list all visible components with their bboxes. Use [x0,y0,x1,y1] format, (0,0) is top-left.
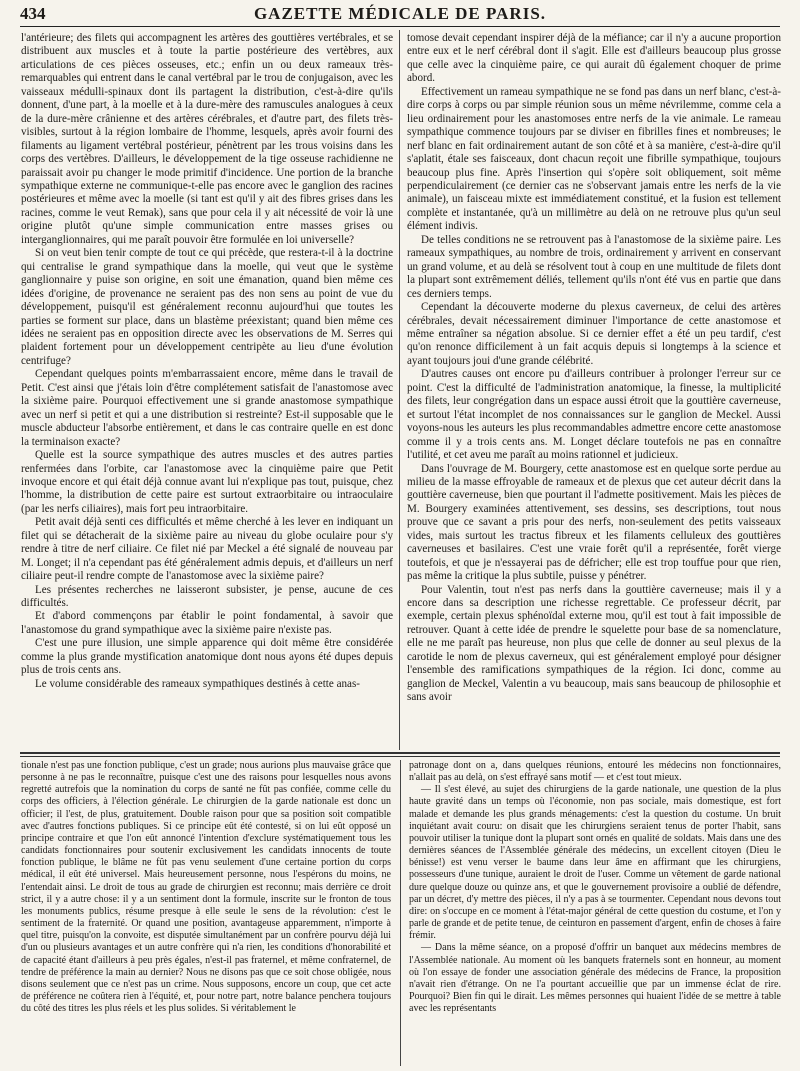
paragraph: tionale n'est pas une fonction publique, c'est un grade; nous aurions plus mauvaise grâce que personne à ne pas le reconnaître, puisque c'est une des raisons pour lesquelles nous avons regretté autrefois que la nomination du corps de santé ne fût pas confiée, comme celle du corps des officiers, à l'élection générale. Le chirurgien de la garde nationale est donc un officier; il l'est, de plus, gratuitement. Double raison pour que sa position soit compatible avec d'autres fonctions publiques. Si ce principe eût été contesté, si on lui eût opposé un principe contraire et que l'on eût annoncé l'intention d'exclure systématiquement tous les candidats fonctionnaires pour soutenir exclusivement les candidats innocents de toute fonction publique, le blâme ne fût pas venu seulement d'une certaine portion du corps médical, il eût été universel. Mais heureusement personne, nous l'espérons du moins, ne l'entendait ainsi. Le droit de tous au grade de chirurgien est reconnu; mais derrière ce droit strict, il y a autre chose: il y a un sentiment dont la formule, inscrite sur le fronton de tous les monuments publics, résume presque à elle seule le sens de la révolution: c'est le sentiment de la fraternité. Or quand une position, avantageuse apparemment, n'importe à quel titre, puisqu'on la convoite, est disputée simultanément par un confrère pourvu déjà lui d'un ou plusieurs avantages et un autre confrère qui n'a rien, les conditions d'honorabilité et de capacité étant d'ailleurs à peu près égales, n'est-il pas fraternel, et même confraternel, de tendre de préférence la main au dernier? Nous ne disons pas que ce soit chose obligée, nous disons seulement que ce n'est pas un crime. Nous supposons, encore un coup, que cet acte de préférence ne coûtera rien à l'équité, et, pour notre part, notre balance penchera toujours du côté des titres les plus réels et les plus solides. Si véritablement le [21,760,391,1015]
journal-title: GAZETTE MÉDICALE DE PARIS. [253,4,547,23]
paragraph: tomose devait cependant inspirer déjà de la méfiance; car il n'y a aucune proportion entre eux et le nerf cérébral dont il s'agit. Elle est d'ailleurs beaucoup plus grosse que celle avec la cinquième paire, ce qui aurait dû également choquer de prime abord. [407,32,781,85]
feuilleton-left-column [21,760,391,1066]
paragraph: Le volume considérable des rameaux sympathiques destinés à cette anas- [35,677,360,690]
paragraph: Effectivement un rameau sympathique ne se fond pas dans un nerf blanc, c'est-à-dire corps à corps ou par simple réunion sous un même névrilemme, comme cela a lieu ordinairement pour les anastomoses entre nerfs de la vie animale. Le rameau sympathique commence toujours par se diviser en fibrilles fines et nombreuses; le nerf blanc en fait ordinairement autant de son côté et à sa manière, c'est-à-dire qu'il s'aplatit, étale ses faisceaux, dont chacun reçoit une fibrille sympathique, toujours beaucoup plus fine. Après l'insertion qui s'opère soit obliquement, soit même perpendiculairement (ce dernier cas ne s'observant jamais entre les nerfs de la vie animale), un faisceau mixte est immédiatement constitué, et la fusion est tellement complète et instantanée, qu'à un millimètre au delà on ne retrouve plus qu'un seul élément indivis. [407,85,781,233]
paragraph: Les présentes recherches ne laisseront subsister, je pense, aucune de ces difficultés. [21,583,393,610]
paragraph: — Dans la même séance, on a proposé d'offrir un banquet aux médecins membres de l'Assemblée nationale. Au moment où les banquets fraternels sont en honneur, au moment où l'on essaye de fonder une association générale des médecins de France, la proposition n'avait rien d'étrange. On ne l'a pourtant accueillie que par un immense éclat de rire. Pourquoi? Bien fin qui le dirait. Les mêmes personnes qui huaient l'idée de se mettre à table avec les représentants [409,942,781,1015]
paragraph: Quelle est la source sympathique des autres muscles et des autres parties renfermées dans l'orbite, car l'anastomose avec la cinquième paire que Petit invoque encore et qui était déjà connue avant lui n'explique pas tout, puisque, chez l'homme, la distribution de cette paire est surtout extraorbitaire ou intraoculaire (par les nerfs ciliaires), mais fort peu intraorbitaire. [21,449,393,515]
paragraph: l'antérieure; des filets qui accompagnent les artères des gouttières vertébrales, et se distribuent aux muscles et à toute la partie postérieure des vertèbres, aux articulations de ces pièces osseuses, etc.; enfin un ou deux rameaux très-remarquables qui entrent dans le canal vertébral par le trou de conjugaison, avec les vaisseaux médulli-spinaux dont ils partagent la distribution, c'est-à-dire qu'ils donnent, d'une part, à la moelle et à la dure-mère des ramuscules analogues à ceux de la dure-mère crânienne et des artères cérébrales, et d'autre part, des filets très-visibles, surtout à la région lombaire de l'homme, lesquels, après avoir fourni des filaments au ligament vertébral postérieur, pénètrent par les trous voisins dans les corps des vertèbres. D'ailleurs, le développement de la tige osseuse rachidienne ne paraissait avoir pu changer le mode primitif d'incidence. Une portion de la branche sympathique externe ne communique-t-elle pas encore avec le ganglion des racines postérieures et même avec la moelle (si tant est qu'il y ait des fibres grises dans les racines, comme le veut Remak), sans que pour cela il y ait nécessité de voir là une origine plutôt qu'une simple communication entre masses grises ou interganglionnaires, qui me paraît pouvoir être formulée en loi universelle? [21,32,393,246]
paragraph: Dans l'ouvrage de M. Bourgery, cette anastomose est en quelque sorte perdue au milieu de la masse effroyable de rameaux et de plexus que cet auteur décrit dans la gouttière caverneuse, bien que pourtant il l'admette positivement. Mais les pièces de M. Bourgery examinées attentivement, ses dessins, ses descriptions, tout nous prouve que ce savant a pris pour des nerfs, non-seulement des petits vaisseaux vides, mais surtout les tractus fibreux et les filaments celluleux des gouttières caverneuses et basilaires. C'est une vraie forêt qu'il a représentée, forêt vierge toutefois, et que je n'essayerai pas de défricher; elle est trop touffue pour que rien, pas même la critique la plus subtile, puisse y pénétrer. [407,462,781,583]
feuilleton-separator-thin [20,756,780,757]
feuilleton-column-divider [400,760,401,1066]
feuilleton-separator [20,752,780,754]
page-header [20,4,780,27]
feuilleton-right-column [409,760,781,1066]
paragraph: Petit avait déjà senti ces difficultés et même cherché à les lever en indiquant un filet qui se détacherait de la sixième paire au niveau du globe oculaire pour s'y rendre à titre de nerf ciliaire. Ce filet nié par Meckel a été signalé de nouveau par M. Longet; il n'a cependant pas été généralement admis depuis, et d'ailleurs un nerf ciliaire peut-il rendre compte de l'anastomose avec la sixième paire? [21,516,393,583]
main-right-column [407,32,781,747]
paragraph: D'autres causes ont encore pu d'ailleurs contribuer à prolonger l'erreur sur ce point. C'est la difficulté de l'administration anatomique, la finesse, la multiplicité des filets, leur congrégation dans un espace aussi étroit que la gouttière caverneuse, et surtout l'état incomplet de nos connaissances sur le ganglion de Meckel. Aussi voyons-nous les auteurs les plus recommandables admettre encore cette anastomose comme il y a trois cents ans. M. Longet déclare toutefois ne pas en connaître l'utilité, et cet aveu me paraît au moins rationnel et judicieux. [407,368,781,462]
column-divider [399,30,400,750]
paragraph: Cependant la découverte moderne du plexus caverneux, de celui des artères cérébrales, devait nécessairement diminuer l'importance de cette anastomose et même entraîner sa négation absolue. Si ce dernier effet a été un peu tardif, c'est qu'on renonce difficilement à un fait acquis depuis si longtemps à la science et ayant toujours joui d'une grande célébrité. [407,301,781,367]
page-number: 434 [20,4,46,23]
paragraph: Si on veut bien tenir compte de tout ce qui précède, que restera-t-il à la doctrine qui centralise le grand sympathique dans la moelle, qui veut que le système ganglionnaire y puise son origine, en soit une émanation, quand bien même ces idées d'origine, de provenance ne seraient pas des non sens au point de vue du développement, puisqu'il est généralement reconnu aujourd'hui que toutes les parties se forment sur place, dans un blastème préexistant; quand bien même ces idées ne seraient pas en opposition directe avec les observations de M. Serres qui plaident fortement pour un développement centripète au lieu d'une évolution centrifuge? [21,247,393,367]
paragraph: — Il s'est élevé, au sujet des chirurgiens de la garde nationale, une question de la plus haute gravité dans un temps où l'économie, non pas sociale, mais domestique, est fort malade et demande les plus grands ménagements: c'est la question du costume. Un bruit inquiétant avait couru: on disait que les chirurgiens seraient tenus de porter l'habit, sans pouvoir utiliser la tunique dont la plupart sont ornés en qualité de soldats. Mais dans une des dernières séances de l'Assemblée générale des médecins, un excellent citoyen (Dieu le bénisse!) est venu verser le baume dans leur âme en affirmant que les chirurgiens, possesseurs d'une tunique, auraient le droit de l'user. Comme un vêtement de garde national dure quelque douze ou quinze ans, et que le gouvernement provisoire a oublié de défendre, par un décret, d'y mettre des pièces, il n'y a pas à se tourmenter. Cependant nous devons tout dire: on s'occupe en ce moment à l'état-major général de cette question du costume, et l'on y parle de grande et de petite tenue, de ceinturon en passement d'argent, enfin de choses à faire frémir. [409,784,781,942]
paragraph: C'est une pure illusion, une simple apparence qui doit même être considérée comme la plus grande mystification anatomique dont nous ayons été dupes depuis plus de trois cents ans. [21,637,393,677]
paragraph: Pour Valentin, tout n'est pas nerfs dans la gouttière caverneuse; mais il y a encore dans sa description une richesse regrettable. Ce professeur décrit, par exemple, certain plexus sphénoïdal externe mou, qu'il est tout à fait impossible de retrouver. Quant à cette idée de prendre le squelette pour base de sa nomenclature, elle ne me paraît pas heureuse, non plus que celle de donner au seul plexus de la carotide le nom de plexus caverneux, qui est généralement employé pour désigner l'ensemble des ramifications sympathiques de la région. Ici donc, comme au ganglion de Meckel, Valentin a vu beaucoup, mais sans beaucoup de philosophie et sans avoir [407,583,781,704]
paragraph: De telles conditions ne se retrouvent pas à l'anastomose de la sixième paire. Les rameaux sympathiques, au nombre de trois, ordinairement y arrivent en conservant un grand volume, et au delà se résolvent tout à coup en une multitude de filets dont la plupart sont extrêmement déliés, tellement qu'ils n'ont été vus en partie que dans ces derniers temps. [407,233,781,300]
main-left-column [21,32,393,747]
paragraph: patronage dont on a, dans quelques réunions, entouré les médecins non fonctionnaires, n'allait pas au delà, on s'est effrayé sans motif — et c'est tout mieux. [409,760,781,784]
paragraph: Cependant quelques points m'embarrassaient encore, même dans le travail de Petit. C'est ainsi que j'étais loin d'être complétement satisfait de l'anastomose avec la sixième paire. Pourquoi effectivement une si grande anastomose sympathique avec un nerf si petit et qui a une distribution si restreinte? Est-il supposable que le muscle abducteur l'absorbe entièrement, et dans le cas contraire quelle en est donc la terminaison exacte? [21,368,393,448]
paragraph: Et d'abord commençons par établir le point fondamental, à savoir que l'anastomose du grand sympathique avec la sixième paire n'existe pas. [21,610,393,636]
